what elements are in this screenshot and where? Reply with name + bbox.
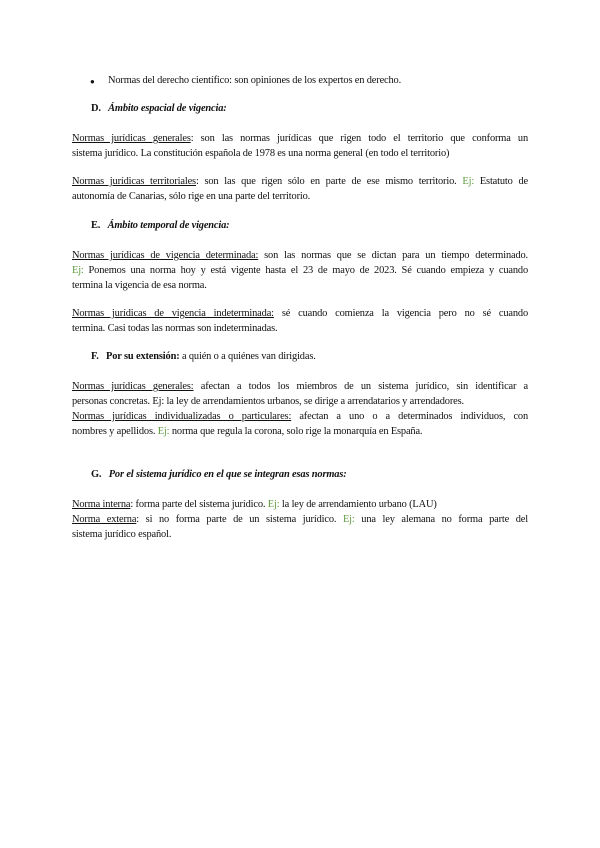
bullet-icon: ● [90,77,95,86]
heading-d: D. Ámbito espacial de vigencia: [91,103,227,114]
bullet-item [108,74,564,87]
paragraph-d2-line1: Normas jurídicas territoriales: son las que rigen sólo en parte de ese mismo territorio. Ej: Estatuto de [72,176,529,187]
heading-f: F. Por su extensión: a quién o a quiénes van dirigidas. [91,351,316,362]
paragraph-f2-line1: Normas jurídicas individualizadas o particulares: afectan a uno o a determinados individuos, con [72,411,529,422]
paragraph-e1-line3: termina la vigencia de esa norma. [72,280,207,291]
term: Norma externa [72,514,137,525]
term: Normas jurídicas generales [72,133,191,144]
paragraph-g1: Norma interna: forma parte del sistema jurídico. Ej: la ley de arrendamiento urbano (LAU) [72,499,437,510]
term: Normas jurídicas generales: [72,381,194,392]
paragraph-f1-line1: Normas jurídicas generales: afectan a todos los miembros de un sistema jurídico, sin identificar a [72,381,528,392]
term: Normas jurídicas individualizadas o particulares: [72,411,292,422]
term: Normas jurídicas de vigencia indeterminada: [72,308,274,319]
paragraph-f1-line2: personas concretas. Ej: la ley de arrendamientos urbanos, se dirige a arrendatarios y arrendadores. [72,396,464,407]
paragraph-d1-line2: sistema jurídico. La constitución española de 1978 es una norma general (en todo el territorio) [72,148,450,159]
paragraph-e2-line1: Normas jurídicas de vigencia indeterminada: sé cuando comienza la vigencia pero no sé cuando [72,308,528,319]
term: Norma interna [72,499,131,510]
paragraph-g2-line1: Norma externa: si no forma parte de un sistema jurídico. Ej: una ley alemana no forma parte del [72,514,529,525]
paragraph-e1-line1: Normas jurídicas de vigencia determinada: son las normas que se dictan para un tiempo determinado. [72,250,529,261]
heading-g: G. Por el sistema jurídico en el que se integran esas normas: [91,469,347,480]
paragraph-f2-line2: nombres y apellidos. Ej: norma que regula la corona, solo rige la monarquía en España. [72,426,423,437]
term: Normas jurídicas de vigencia determinada: [72,250,259,261]
paragraph-d1-line1: Normas jurídicas generales: son las normas jurídicas que rigen todo el territorio que conforma un [72,133,528,144]
heading-e: E. Ámbito temporal de vigencia: [91,220,230,231]
paragraph-d2-line2: autonomía de Canarias, sólo rige en una parte del territorio. [72,191,311,202]
term: Normas jurídicas territoriales [72,176,196,187]
paragraph-e1-line2: Ej: Ponemos una norma hoy y está vigente hasta el 23 de mayo de 2023. Sé cuando empieza y cuando [72,265,528,276]
paragraph-e2-line2: termina. Casi todas las normas son indeterminadas. [72,323,278,334]
bullet-text: Normas del derecho científico: son opiniones de los expertos en derecho. [108,75,402,86]
paragraph-g2-line2: sistema jurídico español. [72,529,172,540]
